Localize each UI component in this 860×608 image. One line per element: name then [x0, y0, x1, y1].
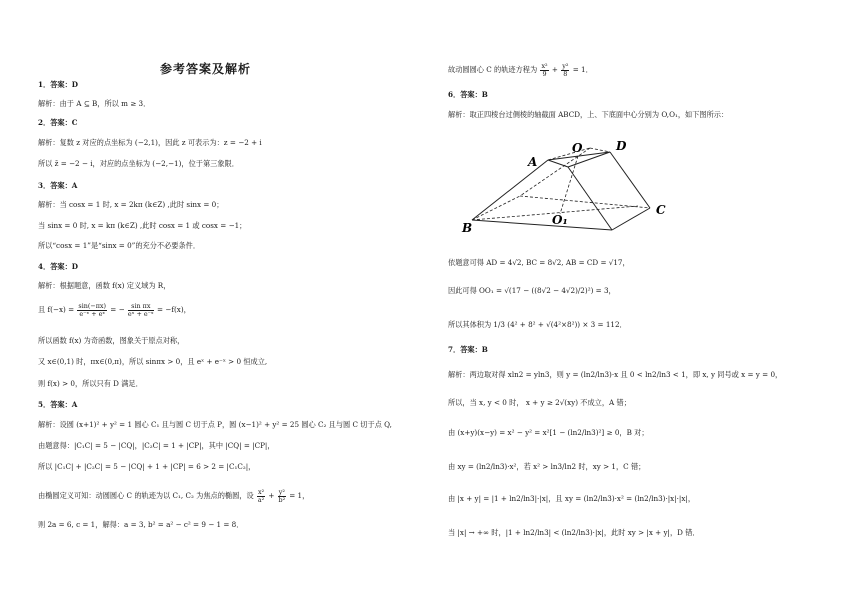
q7-solution-2: 所以，当 x, y < 0 时， x + y ≥ 2√(xy) 不成立，A 错；: [448, 398, 631, 407]
q6-solution-2: 依题意可得 AD = 4√2, BC = 8√2, AB = CD = √17，: [448, 258, 630, 267]
q4-solution: 解析：根据题意，函数 f(x) 定义域为 R，: [38, 281, 171, 290]
q4-frac1-num: sin(−πx): [78, 301, 107, 310]
q1-answer: 1．答案：D: [38, 80, 78, 89]
label-O: O: [572, 141, 583, 155]
q6-solution-4: 所以其体积为 1/3 (4² + 8² + √(4²×8²)) × 3 = 112．: [448, 320, 627, 329]
q6-answer: 6．答案：B: [448, 90, 488, 99]
q5-end-f2-den: 8: [563, 69, 568, 78]
q3-solution: 解析：当 cosx = 1 时, x = 2kπ (k∈Z) ,此时 sinx = 0；: [38, 200, 224, 209]
q4-answer: 4．答案：D: [38, 262, 78, 271]
q5-solution-4: 由椭圆定义可知：动圆圆心 C 的轨迹为以 C₁, C₂ 为焦点的椭圆，设 $\frac{\text{x²}}{\text{a²}}$ + $\frac{\text{y²}}{\text{b²}}$ = 1，: [38, 487, 310, 504]
q4-solution-5: 则 f(x) > 0，所以只有 D 满足．: [38, 379, 143, 388]
q2-answer: 2．答案：C: [38, 118, 78, 127]
q4-sol2-pre: 且 f(−x) =: [38, 305, 75, 314]
q5-end-f1-den: 9: [542, 69, 547, 78]
label-O1: O₁: [552, 213, 568, 227]
q4-solution-2: 且 f(−x) = $\frac{\sin(-\pi x)}{\text{e⁻ˣ + eˣ}}$ = − $\frac{\text{sin πx}}{\text{eˣ + e⁻ˣ}}$ = −f(x)，: [38, 301, 191, 318]
q5-solution-2: 由题意得：|C₁C| = 5 − |CQ|，|C₂C| = 1 + |CP|，其中 |CQ| = |CP|，: [38, 441, 275, 450]
q5-end-pre: 故动圆圆心 C 的轨迹方程为: [448, 65, 538, 74]
frustum-figure: [460, 132, 670, 242]
page-title: 参考答案及解析: [160, 62, 252, 76]
q6-sol3-pre: 因此可得 OO₁ =: [448, 286, 503, 295]
q5-end-post: = 1．: [572, 65, 593, 74]
q6-solution: 解析：取正四棱台过侧棱的轴截面 ABCD，上、下底面中心分别为 O,O₁，如下图所示：: [448, 110, 729, 119]
q2-solution: 解析：复数 z 对应的点坐标为 (−2,1)，因此 z 可表示为：z = −2 + i: [38, 138, 262, 147]
q5-sol4-pre: 由椭圆定义可知：动圆圆心 C 的轨迹为以 C₁, C₂ 为焦点的椭圆，设: [38, 491, 254, 500]
q5-solution-5: 则 2a = 6, c = 1，解得：a = 3, b² = a² − c² = 9 − 1 = 8．: [38, 520, 244, 529]
q7-solution-3: 由 (x+y)(x−y) = x² − y² = x²[1 − (ln2/ln3)²] ≥ 0，B 对；: [448, 428, 649, 437]
edge-front-lateral: [568, 167, 612, 230]
q3-solution-3: 所以“cosx = 1”是“sinx = 0”的充分不必要条件．: [38, 241, 201, 250]
edge-bottom-front-left: [472, 220, 612, 230]
q5-frac-b-den: b²: [278, 495, 286, 504]
edge-bottom-front-right: [612, 208, 650, 230]
q7-answer: 7．答案：B: [448, 345, 488, 354]
label-C: C: [656, 203, 666, 217]
q4-frac2-den: eˣ + e⁻ˣ: [127, 309, 154, 318]
label-B: B: [462, 221, 473, 235]
q5-fraction-a: [257, 489, 265, 504]
edge-top-back-right: [590, 148, 610, 152]
q1-solution: 解析：由于 A ⊆ B，所以 m ≥ 3．: [38, 99, 151, 108]
q5-frac-a-num: x²: [257, 487, 265, 496]
label-A: A: [528, 155, 538, 169]
edge-AB: [472, 160, 548, 220]
q5-conclusion: 故动圆圆心 C 的轨迹方程为 $\frac{\text{x²}}{9}$ + $\frac{\text{y²}}{8}$ = 1．: [448, 61, 593, 78]
q7-solution-6: 当 |x| → +∞ 时，|1 + ln2/ln3| < (ln2/ln3)·|x|，此时 xy > |x + y|，D 错．: [448, 528, 700, 537]
q4-sol2-post: = −f(x)，: [157, 305, 191, 314]
q5-end-f1-num: x²: [541, 61, 548, 70]
q5-fraction-b: [278, 489, 286, 504]
q3-solution-2: 当 sinx = 0 时, x = kπ (k∈Z) ,此时 cosx = 1 或 cosx = −1；: [38, 221, 247, 230]
q7-solution: 解析：两边取对得 xln2 = yln3，则 y = (ln2/ln3)·x 且 0 < ln2/ln3 < 1，即 x, y 同号或 x = y = 0，: [448, 370, 783, 379]
q4-solution-3: 所以函数 f(x) 为奇函数，图象关于原点对称，: [38, 336, 185, 345]
q4-frac2-num: sin πx: [128, 303, 154, 311]
q5-end-fraction-1: [540, 63, 548, 78]
q2-solution-2: 所以 z̄ = −2 − i，对应的点坐标为 (−2,−1)，位于第三象限．: [38, 159, 239, 168]
edge-DC: [610, 152, 650, 208]
edge-top-back-left: [548, 148, 590, 160]
q4-frac1-den: e⁻ˣ + eˣ: [79, 309, 106, 318]
label-D: D: [616, 139, 627, 153]
q6-solution-3: [448, 286, 616, 295]
q4-solution-4: 又 x∈(0,1) 时，πx∈(0,π)，所以 sinπx > 0，且 eˣ + e⁻ˣ > 0 恒成立,: [38, 357, 268, 366]
q4-fraction-2: [128, 303, 154, 318]
q5-solution: 解析：设圆 (x+1)² + y² = 1 圆心 C₁ 且与圆 C 切于点 P，圆 (x−1)² + y² = 25 圆心 C₂ 且与圆 C 切于点 Q,: [38, 420, 392, 429]
q3-answer: 3．答案：A: [38, 181, 78, 190]
q5-end-f2-num: y²: [562, 61, 569, 70]
q5-answer: 5．答案：A: [38, 400, 78, 409]
q5-solution-3: 所以 |C₁C| + |C₂C| = 5 − |CQ| + 1 + |CP| = 6 > 2 = |C₁C₂|，: [38, 462, 256, 471]
q5-end-fraction-2: [561, 63, 569, 78]
q7-solution-4: 由 xy = (ln2/ln3)·x²，若 x² > ln3/ln2 时，xy > 1，C 错；: [448, 462, 646, 471]
q4-fraction-1: [77, 303, 107, 318]
edge-bottom-back-right: [520, 196, 650, 208]
q6-sol3-inner: √(17 − ((8√2 − 4√2)/2)²) = 3，: [504, 286, 616, 295]
q7-solution-5: 由 |x + y| = |1 + ln2/ln3|·|x|，且 xy = (ln2/ln3)·x² = (ln2/ln3)·|x|·|x|，: [448, 494, 696, 503]
q5-sol4-post: = 1，: [289, 491, 310, 500]
q5-frac-a-den: a²: [257, 495, 265, 504]
edge-top-front-left: [548, 160, 568, 167]
q5-frac-b-num: y²: [278, 487, 285, 496]
